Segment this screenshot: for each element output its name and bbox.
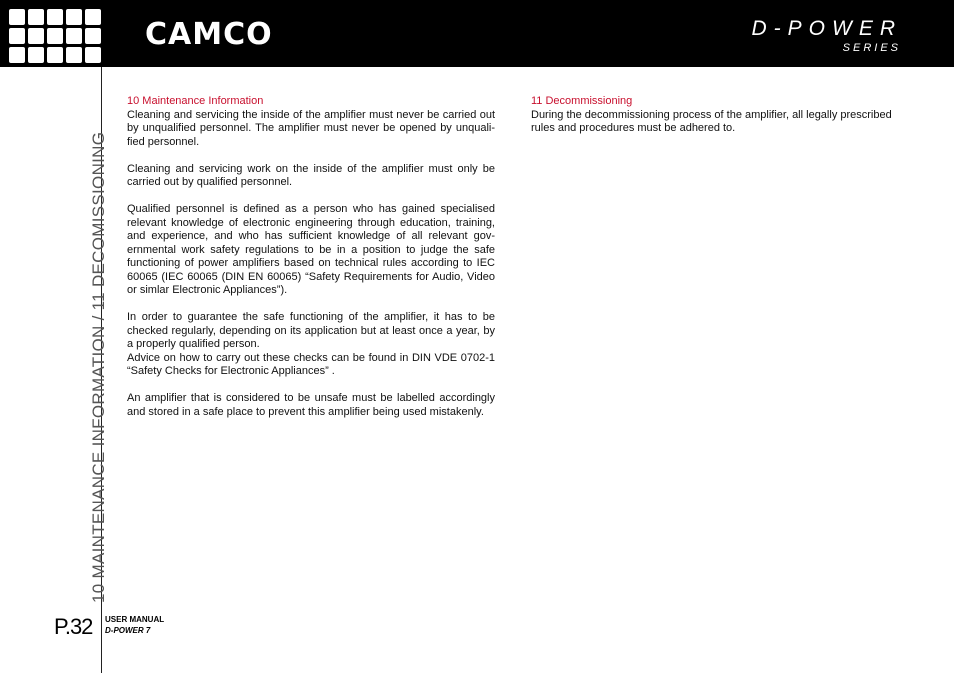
paragraph: In order to guarantee the safe functioning of the amplifier, it has to be checked regularly, depending on its application but at least once a year, by a properly qualified person. <box>127 311 495 350</box>
page-header <box>0 0 954 67</box>
paragraph: Cleaning and servicing the inside of the amplifier must never be carried out by unqualified personnel. The amplifier must never be opened by unquali-fied personnel. <box>127 108 495 148</box>
paragraph: Cleaning and servicing work on the inside of the amplifier must only be carried out by qualified personnel. <box>127 162 495 188</box>
section-heading: 11 Decommissioning <box>531 95 633 107</box>
section-heading: 10 Maintenance Information <box>127 95 264 107</box>
paragraph: Advice on how to carry out these checks can be found in DIN VDE 0702-1 “Safety Checks for Electronic Appliances” . <box>127 351 495 377</box>
brand-name: CAMCO <box>145 17 273 52</box>
paragraph: During the decommissioning process of the amplifier, all legally prescribed rules and procedures must be adhered to. <box>531 108 892 134</box>
section-decommissioning <box>531 95 901 149</box>
series-subtitle: SERIES <box>842 42 901 54</box>
chapter-side-title: 10 MAINTENANCE INFORMATION / 11 DECOMISSIONING <box>89 131 108 603</box>
section-maintenance <box>127 95 495 433</box>
manual-label <box>105 614 164 636</box>
camco-grid-logo-icon <box>9 9 101 64</box>
paragraph: Qualified personnel is defined as a person who has gained specialised relevant knowledge of electronic engineering through education, training, and experience, and who has sufficient knowledge of all relevant gov-ernmental work safety regulations to be in a position to judge the safe functioning of power amplifiers based on technical rules according to IEC 60065 (IEC 60065 (DIN EN 60065) “Safety Requirements for Audio, Video or simlar Electronic Appliances”). <box>127 203 495 296</box>
manual-label-line1: USER MANUAL <box>105 615 165 624</box>
manual-label-line2: D-POWER 7 <box>105 626 151 635</box>
page-number: P.32 <box>54 614 93 639</box>
paragraph: An amplifier that is considered to be unsafe must be labelled accordingly and stored in a safe place to prevent this amplifier being used mistakenly. <box>127 392 495 418</box>
series-title: D-POWER <box>751 17 902 40</box>
